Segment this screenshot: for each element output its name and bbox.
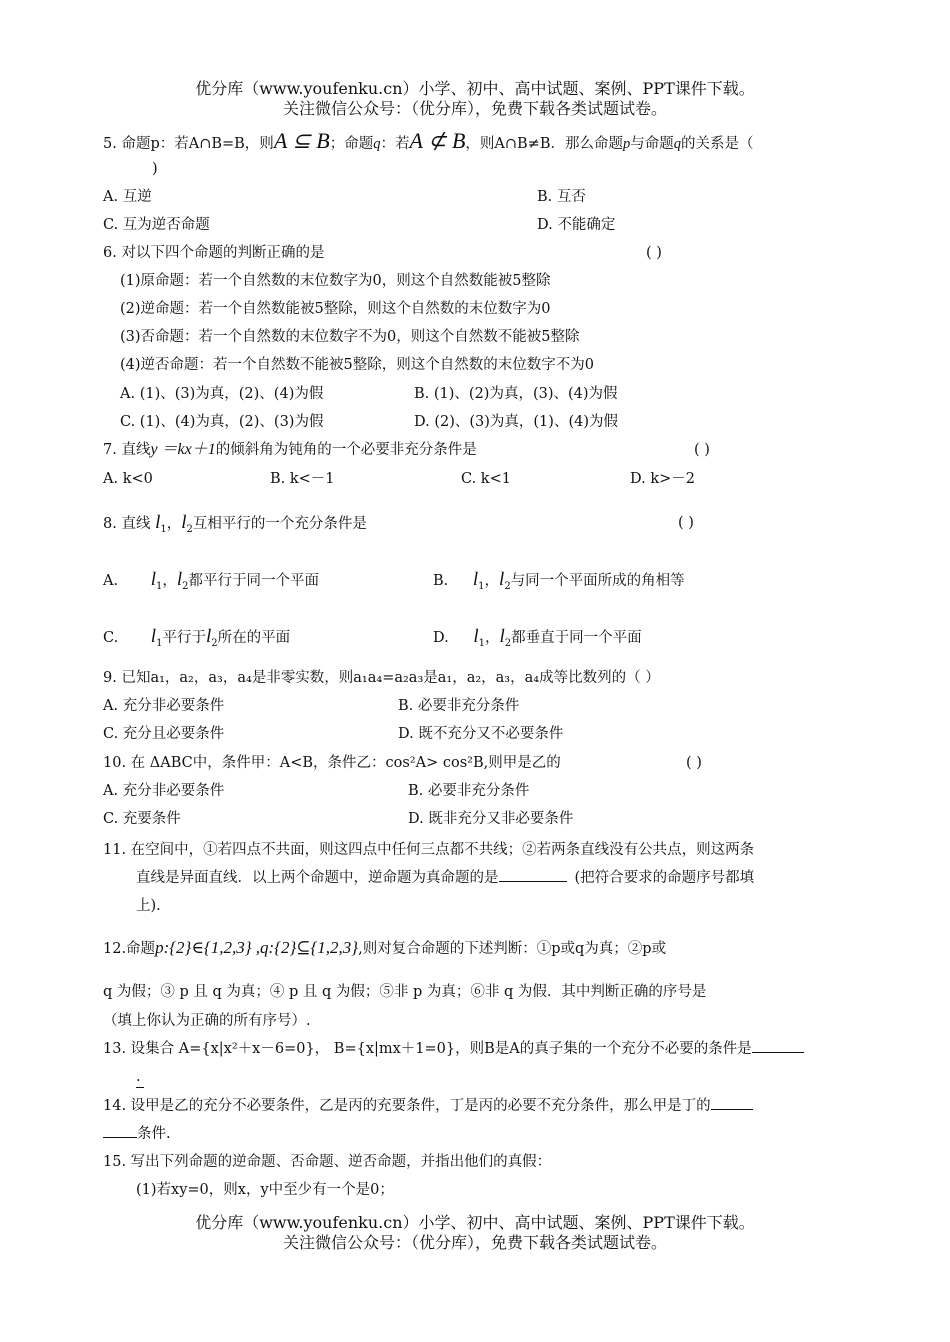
q8-d-l1: l — [473, 626, 479, 647]
q5-text-3: ：若 — [380, 136, 410, 152]
q7-math: y ＝kx＋1 — [150, 441, 216, 458]
q9-option-d: D. 既不充分又不必要条件 — [398, 726, 564, 742]
q10-option-c: C. 充要条件 — [103, 811, 181, 827]
q8-a-l2: l — [176, 569, 183, 590]
q8-b-sub-1: 1 — [478, 580, 485, 592]
q10-stem: 10. 在 ΔABC中，条件甲：A<B，条件乙：cos²A> cos²B,则甲是乙的 — [103, 755, 561, 771]
q8-b-l2: l — [499, 569, 505, 590]
q7-text-1: 7. 直线 — [103, 442, 151, 458]
q12-line-3: （填上你认为正确的所有序号）. — [103, 1013, 311, 1029]
q9-stem: 9. 已知a₁，a₂，a₃，a₄是非零实数，则a₁a₄=a₂a₃是a₁，a₂，a₃，a₄成等比数列的（ ） — [103, 670, 660, 686]
q8-a-sub-2: 2 — [182, 580, 189, 592]
q6-option-c: C. (1)、(4)为真，(2)、(3)为假 — [120, 414, 324, 430]
q8-label-b: B. — [433, 573, 449, 589]
q13-line-1 — [103, 1039, 804, 1059]
q11-text-a: 直线是异面直线．以上两个命题中，逆命题为真命题的是 — [136, 870, 499, 886]
q15-line-2: (1)若xy=0，则x，y中至少有一个是0； — [136, 1182, 394, 1198]
q8-a-text: 都平行于同一个平面 — [188, 573, 320, 589]
q8-c-l1: l — [150, 626, 157, 647]
q8-option-c — [103, 624, 290, 657]
q5-var-p: p — [623, 136, 631, 152]
q5-option-a: A. 互逆 — [103, 189, 152, 205]
q10-option-b: B. 必要非充分条件 — [408, 783, 530, 799]
q6-option-b: B. (1)、(2)为真，(3)、(4)为假 — [414, 386, 618, 402]
q8-option-d — [433, 624, 642, 657]
q13-dot: . — [136, 1069, 141, 1085]
q6-option-d: D. (2)、(3)为真，(1)、(4)为假 — [414, 414, 618, 430]
q14-line-2 — [103, 1124, 171, 1144]
q8-comma: ， — [166, 516, 182, 532]
q8-sub-2: 2 — [186, 523, 193, 535]
q8-b-text: 与同一个平面所成的角相等 — [510, 573, 685, 589]
q8-d-sub-2: 2 — [504, 637, 512, 649]
q8-c-sub-1: 1 — [156, 637, 163, 649]
q8-d-sub-1: 1 — [478, 637, 485, 649]
q14-text-2: 条件. — [137, 1126, 171, 1142]
q5-text-4: ，则A∩B≠B．那么命题 — [465, 136, 623, 152]
q5-text-6: 的关系是（ — [681, 136, 754, 152]
q7-option-c: C. k<1 — [461, 471, 511, 487]
q8-text-2: 互相平行的一个充分条件是 — [192, 516, 367, 532]
q15-line-1: 15. 写出下列命题的逆命题、否命题、逆否命题，并指出他们的真假： — [103, 1154, 552, 1170]
q8-label-d: D. — [433, 630, 449, 646]
header-line-1: 优分库（www.youfenku.cn）小学、初中、高中试题、案例、PPT课件下载。 — [195, 79, 755, 98]
q14-answer-blank-2[interactable] — [103, 1137, 137, 1138]
q11-line-2 — [136, 868, 754, 888]
q6-stem: 6. 对以下四个命题的判断正确的是 — [103, 245, 325, 261]
q8-a-sub-1: 1 — [155, 580, 163, 592]
q8-b-l1: l — [472, 569, 479, 590]
q12-text-2: ,则对复合命题的下述判断：①p或q为真；②p或 — [358, 941, 667, 957]
q8-l-2: l — [181, 512, 187, 533]
q8-label-c: C. — [103, 630, 119, 646]
q14-line-1 — [103, 1096, 753, 1116]
q7-option-a: A. k<0 — [103, 471, 153, 487]
q8-c-text-1: 平行于 — [162, 630, 206, 646]
q11-line-3: 上). — [136, 898, 161, 914]
q6-statement-2: (2)逆命题：若一个自然数能被5整除，则这个自然数的末位数字为0 — [120, 301, 551, 317]
q5-option-c: C. 互为逆否命题 — [103, 217, 210, 233]
q5-text-2: ；命题 — [329, 136, 374, 152]
q7-paren: ( ) — [694, 442, 710, 458]
q8-option-a — [103, 567, 319, 600]
q13-answer-blank-2[interactable] — [136, 1067, 144, 1088]
q6-statement-4: (4)逆否命题：若一个自然数不能被5整除，则这个自然数的末位数字不为0 — [120, 357, 594, 373]
q8-sub-1: 1 — [160, 523, 167, 535]
q7-option-d: D. k>－2 — [630, 471, 695, 487]
q8-c-text-2: 所在的平面 — [217, 630, 291, 646]
q10-paren: ( ) — [686, 755, 702, 771]
q5-close-paren: ) — [152, 161, 158, 177]
q5-text-1: 5. 命题p：若A∩B=B，则 — [103, 136, 274, 152]
q8-c-sub-2: 2 — [211, 637, 218, 649]
q8-c-l2: l — [205, 626, 212, 647]
q8-text-1: 8. 直线 — [103, 516, 151, 532]
q10-option-d: D. 既非充分又非必要条件 — [408, 811, 574, 827]
q5-option-b: B. 互否 — [537, 189, 586, 205]
q6-statement-3: (3)否命题：若一个自然数的末位数字不为0，则这个自然数不能被5整除 — [120, 329, 580, 345]
q8-a-comma: ， — [162, 573, 177, 589]
q8-b-sub-2: 2 — [504, 580, 511, 592]
q13-answer-blank[interactable] — [752, 1052, 804, 1053]
q8-label-a: A. — [103, 573, 119, 589]
q5-math-2: A ⊄ B — [409, 128, 466, 153]
q8-b-comma: ， — [484, 573, 500, 589]
q14-answer-blank[interactable] — [711, 1109, 753, 1110]
q12-text-1: 12.命题 — [103, 941, 156, 957]
q5-math-1: A ⊆ B — [273, 128, 330, 153]
q8-d-l2: l — [499, 626, 505, 647]
q8-d-text: 都垂直于同一个平面 — [511, 630, 642, 646]
q11-answer-blank[interactable] — [499, 881, 567, 882]
q12-line-1 — [103, 935, 666, 962]
q8-l: l — [155, 512, 161, 533]
q7-stem — [103, 440, 477, 460]
q6-option-a: A. (1)、(3)为真，(2)、(4)为假 — [120, 386, 324, 402]
q6-paren: ( ) — [646, 245, 662, 261]
q11-text-b: (把符合要求的命题序号都填 — [574, 870, 755, 886]
q14-text-1: 14. 设甲是乙的充分不必要条件，乙是丙的充要条件，丁是丙的必要不充分条件，那么甲是丁的 — [103, 1098, 711, 1114]
q9-option-a: A. 充分非必要条件 — [103, 698, 225, 714]
q13-line-2 — [136, 1067, 144, 1088]
q8-option-b — [433, 567, 685, 600]
q12-math: p:{2}∈{1,2,3} ,q:{2}⊆{1,2,3} — [155, 938, 359, 957]
q5-stem — [103, 128, 754, 154]
q8-d-comma: ， — [484, 630, 500, 646]
footer-line-1: 优分库（www.youfenku.cn）小学、初中、高中试题、案例、PPT课件下载。 — [195, 1213, 755, 1232]
q5-option-d: D. 不能确定 — [537, 217, 616, 233]
q9-option-c: C. 充分且必要条件 — [103, 726, 225, 742]
q6-statement-1: (1)原命题：若一个自然数的末位数字为0，则这个自然数能被5整除 — [120, 273, 551, 289]
q5-text-5: 与命题 — [630, 136, 674, 152]
q13-text: 13. 设集合 A={x|x²＋x－6=0}， B={x|mx＋1=0}，则B是A的真子集的一个充分不必要的条件是 — [103, 1041, 752, 1057]
header-line-2: 关注微信公众号：（优分库），免费下载各类试题试卷。 — [282, 99, 667, 118]
q7-text-2: 的倾斜角为钝角的一个必要非充分条件是 — [215, 442, 477, 458]
q5-var-q2: q — [673, 136, 681, 152]
q10-option-a: A. 充分非必要条件 — [103, 783, 225, 799]
q9-option-b: B. 必要非充分条件 — [398, 698, 520, 714]
q11-line-1: 11. 在空间中，①若四点不共面，则这四点中任何三点都不共线；②若两条直线没有公共点，则这两条 — [103, 842, 755, 858]
q8-a-l1: l — [150, 569, 156, 590]
q7-option-b: B. k<－1 — [270, 471, 335, 487]
q5-var-q: q — [373, 136, 381, 152]
footer-line-2: 关注微信公众号：（优分库），免费下载各类试题试卷。 — [282, 1233, 667, 1252]
q8-paren: ( ) — [678, 515, 694, 531]
q8-stem — [103, 510, 367, 543]
q12-line-2: q 为假；③ p 且 q 为真；④ p 且 q 为假；⑤非 p 为真；⑥非 q 为假．其中判断正确的序号是 — [103, 984, 707, 1000]
